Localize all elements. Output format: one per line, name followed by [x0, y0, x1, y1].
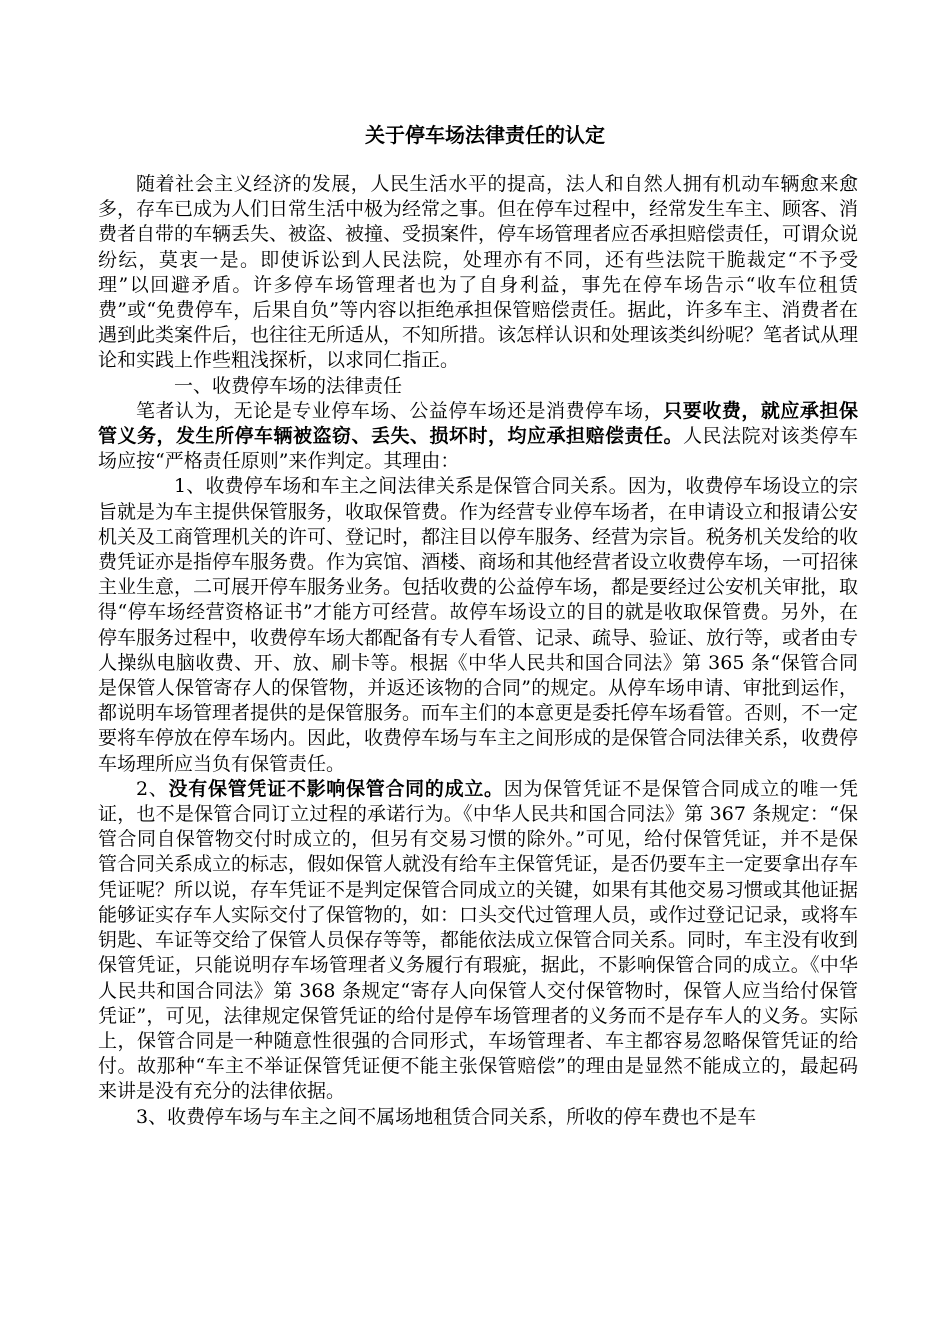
intro-paragraph: 随着社会主义经济的发展，人民生活水平的提高，法人和自然人拥有机动车辆愈来愈多，存车已成为人们日常生活中极为经常之事。但在停车过程中，经常发生车主、顾客、消费者自带的车辆丢失、被盗、被撞、受损案件，停车场管理者应否承担赔偿责任，可谓众说纷纭，莫衷一是。即使诉讼到人民法院，处理亦有不同，还有些法院干脆裁定“不予受理”以回避矛盾。许多停车场管理者也为了自身利益，事先在停车场告示“收车位租赁费”或“免费停车，后果自负”等内容以拒绝承担保管赔偿责任。据此，许多车主、消费者在遇到此类案件后，也往往无所适从，不知所措。该怎样认识和处理该类纠纷呢？笔者试从理论和实践上作些粗浅探析，以求同仁指正。	[98, 173, 859, 372]
section1-paragraph	[98, 399, 858, 475]
point-2-paragraph	[98, 777, 858, 1105]
section-heading: 一、收费停车场的法律责任	[174, 374, 403, 397]
point-3-paragraph: 3、收费停车场与车主之间不属场地租赁合同关系，所收的停车费也不是车	[136, 1105, 757, 1128]
section1-text-end: 人民法院对该类停车场应按“严格责任原则”来作判定。其理由：	[98, 425, 858, 473]
section1-text-start: 笔者认为，无论是专业停车场、公益停车场还是消费停车场，	[136, 399, 664, 422]
point-2-text: 因为保管凭证不是保管合同成立的唯一凭证，也不是保管合同订立过程的承诺行为。《中华人民共和国合同法》第 367 条规定：“保管合同自保管物交付时成立的，但另有交易习惯的除外。”可见，给付保管凭证，并不是保管合同关系成立的标志，假如保管人就没有给车主保管凭证，是否仍要车主一定要拿出存车凭证呢？所以说，存车凭证不是判定保管合同成立的关键，如果有其他交易习惯或其他证据能够证实存车人实际交付了保管物的，如：口头交代过管理人员，或作过登记记录，或将车钥匙、车证等交给了保管人员保存等等，都能依法成立保管合同关系。同时，车主没有收到保管凭证，只能说明存车场管理者义务履行有瑕疵，据此，不影响保管合同的成立。《中华人民共和国合同法》第 368 条规定“寄存人向保管人交付保管物时，保管人应当给付保管凭证”，可见，法律规定保管凭证的给付是停车场管理者的义务而不是存车人的义务。实际上，保管合同是一种随意性很强的合同形式，车场管理者、车主都容易忽略保管凭证的给付。故那种“车主不举证保管凭证便不能主张保管赔偿”的理由是显然不能成立的，最起码来讲是没有充分的法律依据。	[98, 777, 859, 1103]
section1-bold-text: 只要收费，就应承担保管义务，发生所停车辆被盗窃、丢失、损坏时，均应承担赔偿责任。	[98, 399, 858, 448]
document-page	[98, 118, 858, 1130]
point-2-bold-text: 没有保管凭证不影响保管合同的成立。	[168, 777, 504, 800]
point-1-paragraph: 1、收费停车场和车主之间法律关系是保管合同关系。因为，收费停车场设立的宗旨就是为车主提供保管服务，收取保管费。作为经营专业停车场者，在申请设立和报请公安机关及工商管理机关的许可、登记时，都注目以停车服务、经营为宗旨。税务机关发给的收费凭证亦是指停车服务费。作为宾馆、酒楼、商场和其他经营者设立收费停车场，一可招徕主业生意，二可展开停车服务业务。包括收费的公益停车场，都是要经过公安机关审批，取得“停车场经营资格证书”才能方可经营。故停车场设立的目的就是收取保管费。另外，在停车服务过程中，收费停车场大都配备有专人看管、记录、疏导、验证、放行等，或者由专人操纵电脑收费、开、放、刷卡等。根据《中华人民共和国合同法》第 365 条“保管合同是保管人保管寄存人的保管物，并返还该物的合同”的规定。从停车场申请、审批到运作，都说明车场管理者提供的是保管服务。而车主们的本意更是委托停车场看管。否则，不一定要将车停放在停车场内。因此，收费停车场与车主之间形成的是保管合同法律关系，收费停车场理所应当负有保管责任。	[98, 475, 859, 775]
document-title: 关于停车场法律责任的认定	[365, 123, 605, 147]
point-2-number: 2、	[136, 777, 169, 800]
